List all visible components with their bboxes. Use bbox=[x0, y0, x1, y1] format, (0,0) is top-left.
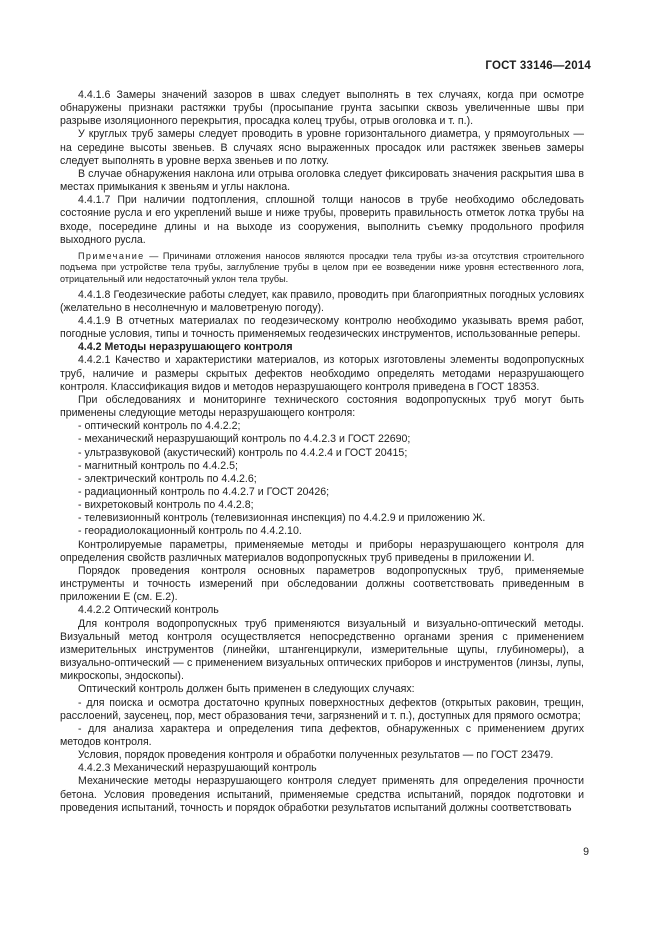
section-heading: 4.4.2 Методы неразрушающего контроля bbox=[78, 341, 293, 354]
list-item: - оптический контроль по 4.4.2.2; bbox=[78, 420, 241, 433]
list-item: - для поиска и осмотра достаточно крупных поверхностных дефектов (открытых раковин, трещин, расслоений, заусенец, пор, мест образования течи, загрязнений и т. п.), доступных для прямого осмотра; bbox=[60, 696, 584, 722]
paragraph: Контролируемые параметры, применяемые методы и приборы неразрушающего контроля для определения свойств различных материалов водопропускных труб приведены в приложении И. bbox=[60, 538, 584, 564]
paragraph: Оптический контроль должен быть применен в следующих случаях: bbox=[78, 683, 415, 696]
document-code-header: ГОСТ 33146—2014 bbox=[485, 60, 591, 72]
paragraph: Условия, порядок проведения контроля и обработки полученных результатов — по ГОСТ 23479. bbox=[78, 749, 554, 762]
list-item: - для анализа характера и определения типа дефектов, обнаруженных с применением других методов контроля. bbox=[60, 722, 584, 748]
paragraph: При обследованиях и мониторинге технического состояния водопропускных труб могут быть применены следующие методы неразрушающего контроля: bbox=[60, 393, 584, 420]
paragraph: 4.4.1.6 Замеры значений зазоров в швах следует выполнять в тех случаях, когда при осмотре обнаружены признаки растяжки трубы (просыпание грунта засыпки сквозь увеличенные швы при разрыве изоляционного перекрытия, просадка колец трубы, отрыв оголовка и т. п.). bbox=[60, 89, 584, 128]
paragraph: Механические методы неразрушающего контроля следует применять для определения прочности бетона. Условия проведения испытаний, применяемые средства испытаний, порядок подготовки и проведения испытаний, точность и порядок обработки результатов испытаний должны соответствовать bbox=[60, 775, 584, 814]
note-label: Примечание bbox=[78, 250, 145, 261]
paragraph: У круглых труб замеры следует проводить в уровне горизонтального диаметра, у прямоугольных — на середине высоты звеньев. В случаях ясно выраженных просадок или растяжек звеньев замеры следует выполнять в уровне верха звеньев и по лотку. bbox=[60, 128, 584, 167]
list-item: - магнитный контроль по 4.4.2.5; bbox=[78, 459, 238, 472]
note-text: — Причинами отложения наносов являются просадки тела трубы из-за отсутствия строительного подъема при устройстве тела трубы, заглубление трубы в целом при ее возведении ниже уровня естественного лога, отрицательный или недостаточный уклон тела трубы. bbox=[60, 250, 584, 285]
list-item: - электрический контроль по 4.4.2.6; bbox=[78, 472, 257, 485]
paragraph: Порядок проведения контроля основных параметров водопропускных труб, применяемые инструменты и точность измерений при обследовании должны соответствовать приведенным в приложении Е (см. Е.2). bbox=[60, 564, 584, 604]
page-number: 9 bbox=[583, 846, 589, 858]
list-item: - вихретоковый контроль по 4.4.2.8; bbox=[78, 499, 254, 512]
list-item: - механический неразрушающий контроль по 4.4.2.3 и ГОСТ 22690; bbox=[78, 433, 411, 446]
subsection-heading: 4.4.2.3 Механический неразрушающий контроль bbox=[78, 762, 317, 775]
list-item: - ультразвуковой (акустический) контроль по 4.4.2.4 и ГОСТ 20415; bbox=[78, 446, 408, 459]
paragraph: 4.4.2.1 Качество и характеристики материалов, из которых изготовлены элементы водопропускных труб, наличие и размеры скрытых дефектов необходимо определять методами неразрушающего контроля. Классификация видов и методов неразрушающего контроля приведена в ГОСТ 18353. bbox=[60, 354, 584, 393]
paragraph: Для контроля водопропускных труб применяются визуальный и визуально-оптический методы. Визуальный метод контроля осуществляется непосредственно органами зрения с применением измерительных инструментов (линейки, штангенциркули, измерительные щупы, глубиномеры), а визуально-оптический — с применением визуальных оптических приборов и инструментов (линзы, лупы, микроскопы, эндоскопы). bbox=[60, 617, 584, 683]
list-item: - телевизионный контроль (телевизионная инспекция) по 4.4.2.9 и приложению Ж. bbox=[78, 512, 486, 525]
subsection-heading: 4.4.2.2 Оптический контроль bbox=[78, 604, 219, 617]
paragraph: 4.4.1.9 В отчетных материалах по геодезическому контролю необходимо указывать время работ, погодные условия, типы и точность применяемых геодезических инструментов, использованные реперы. bbox=[60, 314, 584, 341]
list-item: - радиационный контроль по 4.4.2.7 и ГОСТ 20426; bbox=[78, 486, 330, 498]
document-body bbox=[60, 89, 584, 815]
list-item: - георадиолокационный контроль по 4.4.2.10. bbox=[78, 525, 302, 538]
paragraph: 4.4.1.8 Геодезические работы следует, как правило, проводить при благоприятных погодных условиях (желательно в несолнечную и маловетреную погоду). bbox=[60, 288, 584, 314]
paragraph: В случае обнаружения наклона или отрыва оголовка следует фиксировать значения раскрытия шва в местах примыкания к звеньям и углы наклона. bbox=[60, 167, 584, 194]
paragraph: 4.4.1.7 При наличии подтопления, сплошной толщи наносов в трубе необходимо обследовать состояние русла и его укреплений выше и ниже трубы, проверить правильность отметок лотка трубы на входе, посередине длины и на выходе из сооружения, выполнить съемку продольного профиля выходного русла. bbox=[60, 194, 584, 246]
note-block bbox=[60, 251, 584, 286]
